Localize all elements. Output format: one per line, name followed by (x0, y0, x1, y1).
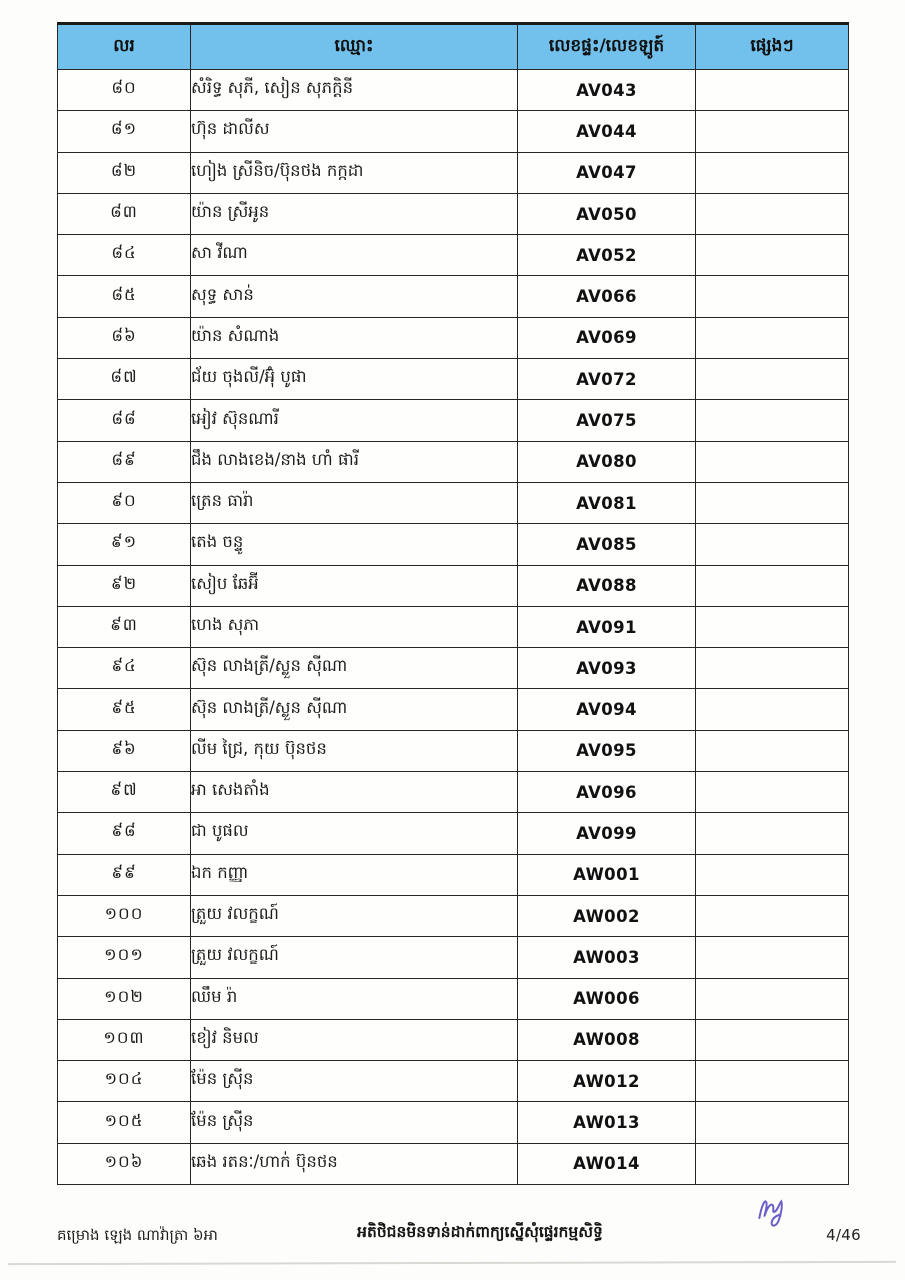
table-row (58, 193, 849, 234)
row-number: ៨៤ (58, 235, 191, 276)
resident-name: ម៉ែន ស្រ៊ីន (191, 1061, 518, 1102)
house-lot-code: AV095 (518, 730, 696, 771)
house-lot-code: AV085 (518, 524, 696, 565)
house-lot-code: AV080 (518, 441, 696, 482)
other-cell (696, 1019, 849, 1060)
row-number: ៩៨ (58, 813, 191, 854)
resident-name: លីម ជ្រៃ, កុយ ប៊ុនថន (191, 730, 518, 771)
handwritten-initial (754, 1192, 793, 1232)
house-lot-code: AW006 (518, 978, 696, 1019)
house-lot-code: AV052 (518, 235, 696, 276)
house-lot-code: AV094 (518, 689, 696, 730)
resident-name: ហេង សុភា (191, 606, 518, 647)
row-number: ៨៦ (58, 317, 191, 358)
header-house-lot: លេខផ្ទះ/លេខឡូត៍ (518, 24, 696, 70)
other-cell (696, 854, 849, 895)
resident-name: ឯក កញ្ញា (191, 854, 518, 895)
other-cell (696, 937, 849, 978)
other-cell (696, 317, 849, 358)
other-cell (696, 565, 849, 606)
resident-name: ជ័យ ចុងលី/អ៊ុំ បូផា (191, 359, 518, 400)
row-number: ៩៦ (58, 730, 191, 771)
other-cell (696, 978, 849, 1019)
table-row (58, 524, 849, 565)
table-row (58, 730, 849, 771)
house-lot-code: AV066 (518, 276, 696, 317)
house-lot-code: AV043 (518, 70, 696, 111)
footer-project-name: គម្រោង ឡេង ណាវ៉ាត្រា ៦អា (57, 1226, 218, 1244)
table-row (58, 400, 849, 441)
row-number: ១០២ (58, 978, 191, 1019)
row-number: ១០៥ (58, 1102, 191, 1143)
resident-name: តេង ចន្ទូ (191, 524, 518, 565)
resident-name: ត្រេន ធារ៉ា (191, 482, 518, 523)
scan-edge-line (8, 1261, 896, 1265)
house-lot-code: AW003 (518, 937, 696, 978)
other-cell (696, 648, 849, 689)
header-other: ផ្សេងៗ (696, 24, 849, 70)
row-number: ៨៨ (58, 400, 191, 441)
resident-name: សំរិទ្ធ សុភី, សៀន សុភក្តិនី (191, 70, 518, 111)
other-cell (696, 152, 849, 193)
table-row (58, 937, 849, 978)
other-cell (696, 606, 849, 647)
house-lot-code: AV096 (518, 772, 696, 813)
other-cell (696, 730, 849, 771)
row-number: ៩២ (58, 565, 191, 606)
other-cell (696, 359, 849, 400)
other-cell (696, 1061, 849, 1102)
table-row (58, 606, 849, 647)
resident-name: យ៉ាន ស្រីអូន (191, 193, 518, 234)
house-lot-code: AW008 (518, 1019, 696, 1060)
table-row (58, 978, 849, 1019)
table-row (58, 482, 849, 523)
house-lot-code: AV072 (518, 359, 696, 400)
table-body (58, 70, 849, 1185)
resident-name: ត្រួយ វលក្ខណ៍ (191, 895, 518, 936)
table-header-row (58, 24, 849, 70)
resident-name: អៀវ ស៊ុនណារី (191, 400, 518, 441)
page-number: 4/46 (826, 1226, 861, 1244)
row-number: ១០៤ (58, 1061, 191, 1102)
other-cell (696, 276, 849, 317)
resident-name: ស៊ុន លាងត្រី/ស្លួន ស៊ីណា (191, 648, 518, 689)
row-number: ៩៤ (58, 648, 191, 689)
house-lot-code: AV091 (518, 606, 696, 647)
other-cell (696, 235, 849, 276)
table-row (58, 276, 849, 317)
row-number: ១០០ (58, 895, 191, 936)
row-number: ៨៩ (58, 441, 191, 482)
house-lot-code: AW002 (518, 895, 696, 936)
house-lot-code: AV099 (518, 813, 696, 854)
footer-category-label: អតិថិជនមិនទាន់ដាក់ពាក្យស្នើសុំផ្ទេរកម្មសិទ្ធិ (357, 1223, 603, 1241)
table-row (58, 648, 849, 689)
table-row (58, 359, 849, 400)
row-number: ៨៣ (58, 193, 191, 234)
row-number: ៩៧ (58, 772, 191, 813)
header-name: ឈ្មោះ (191, 24, 518, 70)
resident-name: ជា បូផល (191, 813, 518, 854)
other-cell (696, 400, 849, 441)
other-cell (696, 70, 849, 111)
row-number: ៨៧ (58, 359, 191, 400)
other-cell (696, 193, 849, 234)
house-lot-code: AV088 (518, 565, 696, 606)
table-row (58, 689, 849, 730)
other-cell (696, 111, 849, 152)
resident-name: ឆេង រតនៈ/ហាក់ ប៊ុនថន (191, 1143, 518, 1184)
table-row (58, 854, 849, 895)
table-row (58, 565, 849, 606)
table-row (58, 813, 849, 854)
resident-name: ម៉ែន ស្រ៊ីន (191, 1102, 518, 1143)
row-number: ៩៥ (58, 689, 191, 730)
house-lot-code: AV069 (518, 317, 696, 358)
table-row (58, 152, 849, 193)
other-cell (696, 1143, 849, 1184)
table-row (58, 1102, 849, 1143)
row-number: ៩៣ (58, 606, 191, 647)
other-cell (696, 441, 849, 482)
other-cell (696, 813, 849, 854)
other-cell (696, 772, 849, 813)
resident-name: ហ៊ុន ដាលីស (191, 111, 518, 152)
house-lot-code: AV081 (518, 482, 696, 523)
house-lot-code: AW001 (518, 854, 696, 895)
resident-name: សៀប ឆែអ៊ី (191, 565, 518, 606)
other-cell (696, 895, 849, 936)
table-row (58, 235, 849, 276)
table-row (58, 895, 849, 936)
header-number: លរ (58, 24, 191, 70)
resident-name: ហៀង ស្រីនិច/ប៊ុនថង កក្កដា (191, 152, 518, 193)
row-number: ៨៥ (58, 276, 191, 317)
resident-name: សា វីណា (191, 235, 518, 276)
table-row (58, 70, 849, 111)
table-row (58, 1143, 849, 1184)
row-number: ១០៦ (58, 1143, 191, 1184)
other-cell (696, 482, 849, 523)
house-lot-code: AV093 (518, 648, 696, 689)
row-number: ៩១ (58, 524, 191, 565)
table-row (58, 1061, 849, 1102)
row-number: ៩៩ (58, 854, 191, 895)
row-number: ១០៣ (58, 1019, 191, 1060)
house-lot-code: AW012 (518, 1061, 696, 1102)
house-lot-code: AV050 (518, 193, 696, 234)
resident-name: ឈឹម រ៉ា (191, 978, 518, 1019)
house-lot-code: AW014 (518, 1143, 696, 1184)
resident-name: ត្រួយ វលក្ខណ៍ (191, 937, 518, 978)
house-lot-code: AV044 (518, 111, 696, 152)
row-number: ១០១ (58, 937, 191, 978)
other-cell (696, 689, 849, 730)
table-row (58, 772, 849, 813)
resident-name: សុទ្ធ សាន់ (191, 276, 518, 317)
resident-roster-table (57, 22, 849, 1185)
resident-name: ស៊ុន លាងត្រី/ស្លួន ស៊ីណា (191, 689, 518, 730)
other-cell (696, 1102, 849, 1143)
other-cell (696, 524, 849, 565)
resident-name: ខៀវ និមល (191, 1019, 518, 1060)
row-number: ៨០ (58, 70, 191, 111)
resident-name: អា សេងតាំង (191, 772, 518, 813)
row-number: ៨១ (58, 111, 191, 152)
resident-name: ជឹង លាងខេង/នាង ហាំ ផារី (191, 441, 518, 482)
table-row (58, 111, 849, 152)
table-row (58, 1019, 849, 1060)
row-number: ៨២ (58, 152, 191, 193)
resident-name: យ៉ាន សំណាង (191, 317, 518, 358)
table-row (58, 317, 849, 358)
table-row (58, 441, 849, 482)
house-lot-code: AV075 (518, 400, 696, 441)
row-number: ៩០ (58, 482, 191, 523)
house-lot-code: AW013 (518, 1102, 696, 1143)
house-lot-code: AV047 (518, 152, 696, 193)
